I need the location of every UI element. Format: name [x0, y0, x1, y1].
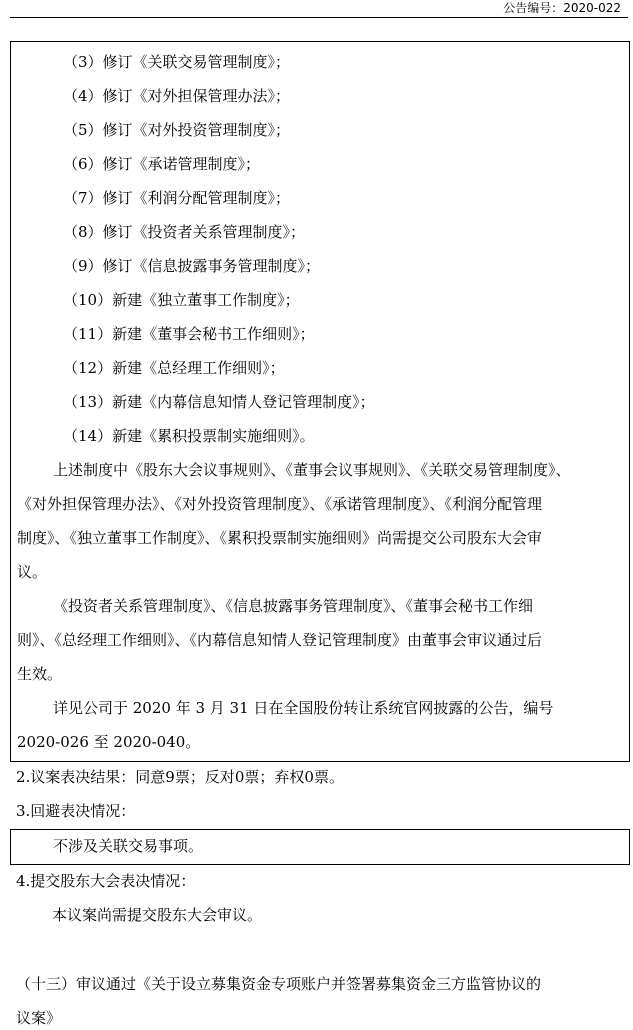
- list-item: （11）新建《董事会秘书工作细则》；: [63, 325, 315, 343]
- list-item: （12）新建《总经理工作细则》；: [63, 359, 285, 377]
- list-item: （8）修订《投资者关系管理制度》；: [63, 223, 306, 241]
- list-item: （10）新建《独立董事工作制度》；: [63, 291, 300, 309]
- paragraph-line: 上述制度中《股东大会议事规则》、《董事会议事规则》、《关联交易管理制度》、: [53, 461, 571, 479]
- paragraph-line: 生效。: [17, 665, 63, 683]
- avoidance-heading: 3.回避表决情况：: [16, 802, 136, 820]
- paragraph-line: 制度》、《独立董事工作制度》、《累积投票制实施细则》尚需提交公司股东大会审: [17, 529, 543, 547]
- paragraph-line: 《对外担保管理办法》、《对外投资管理制度》、《承诺管理制度》、《利润分配管理: [17, 495, 543, 513]
- list-item: （3）修订《关联交易管理制度》；: [63, 53, 291, 71]
- list-item: （13）新建《内幕信息知情人登记管理制度》；: [63, 393, 375, 411]
- paragraph-line: 则》、《总经理工作细则》、《内幕信息知情人登记管理制度》由董事会审议通过后: [17, 631, 543, 649]
- header-rule: [10, 17, 628, 18]
- content-box-avoidance: [10, 829, 630, 865]
- paragraph-line: 《投资者关系管理制度》、《信息披露事务管理制度》、《董事会秘书工作细: [53, 597, 534, 615]
- content-box-items: [10, 41, 630, 762]
- list-item: （5）修订《对外投资管理制度》；: [63, 121, 291, 139]
- section-title-line: （十三）审议通过《关于设立募集资金专项账户并签署募集资金三方监管协议的: [16, 975, 542, 993]
- avoidance-text: 不涉及关联交易事项。: [53, 837, 204, 855]
- shareholder-text: 本议案尚需提交股东大会审议。: [52, 906, 263, 924]
- section-title-line: 议案》: [16, 1009, 62, 1027]
- list-item: （7）修订《利润分配管理制度》；: [63, 189, 291, 207]
- list-item: （4）修订《对外担保管理办法》；: [63, 87, 291, 105]
- shareholder-heading: 4.提交股东大会表决情况：: [16, 872, 196, 890]
- paragraph-line: 2020-026 至 2020-040。: [17, 733, 201, 751]
- list-item: （9）修订《信息披露事务管理制度》；: [63, 257, 321, 275]
- vote-result: 2.议案表决结果：同意9票；反对0票；弃权0票。: [16, 768, 344, 786]
- paragraph-line: 议。: [17, 563, 48, 581]
- list-item: （14）新建《累积投票制实施细则》。: [63, 427, 315, 445]
- paragraph-line: 详见公司于 2020 年 3 月 31 日在全国股份转让系统官网披露的公告，编号: [53, 699, 554, 717]
- list-item: （6）修订《承诺管理制度》；: [63, 155, 261, 173]
- announcement-number: 公告编号：2020-022: [503, 1, 621, 15]
